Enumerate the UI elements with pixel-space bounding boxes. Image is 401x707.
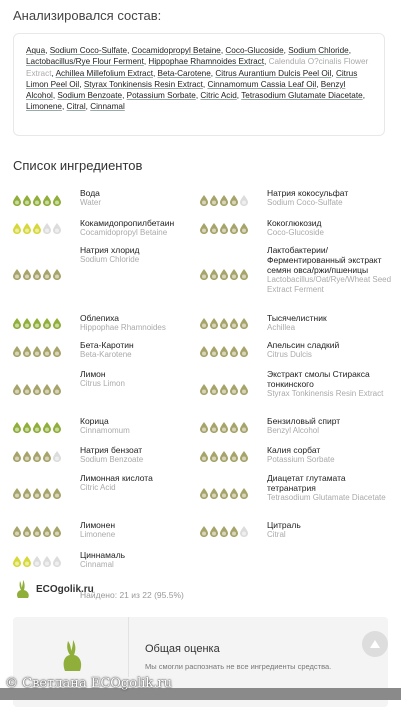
ingredient-name: [80, 245, 208, 265]
drop-icon: [23, 269, 31, 280]
ingredient-latin-name: Achillea: [267, 323, 296, 332]
ingredient-ru-name: Тысячелистник: [267, 313, 327, 323]
composition-ingredient[interactable]: Citral: [66, 102, 86, 112]
safety-rating: [200, 422, 248, 433]
drop-icon: [13, 346, 21, 357]
composition-ingredient[interactable]: Cinnamal: [90, 102, 125, 112]
drop-icon: [210, 318, 218, 329]
ingredient-ru-name: Кокамидопропилбетаин: [80, 218, 175, 228]
drop-icon: [220, 526, 228, 537]
drop-icon: [220, 223, 228, 234]
drop-icon: [43, 346, 51, 357]
drop-icon: [23, 195, 31, 206]
safety-rating: [13, 223, 61, 234]
ingredient-name: [80, 313, 208, 333]
drop-icon: [200, 422, 208, 433]
drop-icon: [13, 451, 21, 462]
drop-icon: [220, 422, 228, 433]
drop-icon: [210, 195, 218, 206]
ingredient-latin-name: Benzyl Alcohol: [267, 426, 320, 435]
drop-icon: [230, 318, 238, 329]
scroll-top-button[interactable]: [362, 631, 388, 657]
composition-ingredient[interactable]: Citrus Limon Peel Oil: [26, 68, 358, 89]
overall-title: Общая оценка: [145, 643, 220, 655]
drop-icon: [33, 269, 41, 280]
safety-rating: [13, 556, 61, 567]
drop-icon: [240, 346, 248, 357]
drop-icon: [13, 556, 21, 567]
ingredient-name: [267, 340, 395, 360]
drop-icon: [23, 556, 31, 567]
drop-icon: [200, 526, 208, 537]
drop-icon: [200, 384, 208, 395]
drop-icon: [43, 556, 51, 567]
drop-icon: [220, 488, 228, 499]
drop-icon: [43, 488, 51, 499]
ingredient-latin-name: Sodium Chloride: [80, 255, 140, 264]
overall-subtitle: Мы смогли распознать не все ингредиенты средства.: [145, 662, 332, 671]
ingredient-ru-name: Корица: [80, 416, 109, 426]
drop-icon: [53, 422, 61, 433]
ingredient-name: [267, 218, 395, 238]
drop-icon: [33, 526, 41, 537]
drop-icon: [200, 346, 208, 357]
drop-icon: [220, 346, 228, 357]
safety-rating: [13, 384, 61, 395]
drop-icon: [23, 526, 31, 537]
safety-rating: [13, 318, 61, 329]
drop-icon: [13, 422, 21, 433]
drop-icon: [33, 318, 41, 329]
drop-icon: [53, 451, 61, 462]
ingredient-ru-name: Бензиловый спирт: [267, 416, 341, 426]
rabbit-icon: [58, 639, 88, 675]
ingredient-ru-name: Вода: [80, 188, 100, 198]
ingredient-name: [267, 369, 395, 399]
ingredient-latin-name: Sodium Benzoate: [80, 455, 144, 464]
drop-icon: [230, 346, 238, 357]
ingredient-latin-name: Citral: [267, 530, 286, 539]
logo-text: ECOgolik.ru: [36, 583, 94, 595]
drop-icon: [210, 526, 218, 537]
found-count: Найдено: 21 из 22 (95.5%): [80, 590, 184, 600]
drop-icon: [220, 269, 228, 280]
safety-rating: [13, 488, 61, 499]
drop-icon: [33, 384, 41, 395]
drop-icon: [53, 556, 61, 567]
drop-icon: [230, 422, 238, 433]
drop-icon: [33, 195, 41, 206]
ingredient-latin-name: Sodium Coco-Sulfate: [267, 198, 343, 207]
drop-icon: [23, 384, 31, 395]
drop-icon: [43, 269, 51, 280]
drop-icon: [240, 223, 248, 234]
drop-icon: [240, 422, 248, 433]
ingredient-name: [80, 520, 208, 540]
drop-icon: [33, 556, 41, 567]
ingredient-ru-name: Апельсин сладкий: [267, 340, 340, 350]
ingredient-latin-name: Hippophae Rhamnoides: [80, 323, 166, 332]
ingredient-ru-name: Лактобактерии/ Ферментированный экстракт семян овса/ржи/пшеницы: [267, 245, 382, 275]
drop-icon: [230, 223, 238, 234]
ingredient-name: [80, 218, 208, 238]
drop-icon: [53, 195, 61, 206]
ingredient-latin-name: Citrus Limon: [80, 379, 125, 388]
drop-icon: [230, 384, 238, 395]
composition-ingredient[interactable]: Limonene: [26, 102, 62, 112]
drop-icon: [240, 384, 248, 395]
ingredient-name: [80, 340, 208, 360]
drop-icon: [13, 526, 21, 537]
ingredient-name: [267, 416, 395, 436]
ingredient-ru-name: Натрия хлорид: [80, 245, 140, 255]
drop-icon: [13, 269, 21, 280]
watermark: © Светлана ECOgolik.ru: [5, 676, 172, 691]
drop-icon: [220, 384, 228, 395]
drop-icon: [200, 223, 208, 234]
composition-ingredient[interactable]: Beta-Carotene: [157, 68, 211, 78]
drop-icon: [240, 269, 248, 280]
ingredient-latin-name: Cocamidopropyl Betaine: [80, 228, 168, 237]
ingredient-name: [267, 188, 395, 208]
ingredient-latin-name: Water: [80, 198, 102, 207]
drop-icon: [240, 451, 248, 462]
drop-icon: [53, 488, 61, 499]
ingredient-latin-name: Cinnamal: [80, 560, 114, 569]
drop-icon: [220, 195, 228, 206]
ingredient-name: [80, 369, 208, 389]
composition-ingredient[interactable]: Styrax Tonkinensis Resin Extract: [83, 79, 203, 89]
drop-icon: [43, 223, 51, 234]
drop-icon: [33, 223, 41, 234]
drop-icon: [53, 318, 61, 329]
drop-icon: [23, 422, 31, 433]
drop-icon: [210, 269, 218, 280]
drop-icon: [53, 269, 61, 280]
drop-icon: [240, 488, 248, 499]
ingredient-name: [267, 445, 395, 465]
composition-ingredient[interactable]: Cocamidopropyl Betaine: [131, 46, 221, 55]
ingredient-ru-name: Лимонная кислота: [80, 473, 153, 483]
drop-icon: [230, 488, 238, 499]
drop-icon: [53, 526, 61, 537]
ingredient-ru-name: Бета-Каротин: [80, 340, 134, 350]
safety-rating: [200, 318, 248, 329]
drop-icon: [33, 451, 41, 462]
composition-text: Aqua, Sodium Coco-Sulfate, Cocamidopropyl Betaine, Coco-Glucoside, Sodium Chloride, Lactobacillus/Rye Flour Ferment, Hippophae Rhamnoides Extract, Calendula O?cinalis Flower Extract, Achillea Millefolium Extract, Beta-Carotene, Citrus Aurantium Dulcis Peel Oil, Citrus Limon Peel Oil, Styrax Tonkinensis Resin Extract, Cinnamomum Cassia Leaf Oil, Benzyl Alcohol, Sodium Benzoate, Potassium Sorbate, Citric Acid, Tetrasodium Glutamate Diacetate, Limonene, Citral, Cinnamal: [26, 46, 369, 112]
safety-rating: [13, 422, 61, 433]
safety-rating: [13, 195, 61, 206]
ingredient-ru-name: Калия сорбат: [267, 445, 321, 455]
ingredient-latin-name: Beta-Karotene: [80, 350, 132, 359]
safety-rating: [200, 223, 248, 234]
ingredient-ru-name: Циннамаль: [80, 550, 126, 560]
ingredient-latin-name: Lactobacillus/Oat/Rye/Wheat Seed Extract Ferment: [267, 275, 392, 294]
ingredient-latin-name: Potassium Sorbate: [267, 455, 335, 464]
composition-ingredient[interactable]: Citrus Aurantium Dulcis Peel Oil: [215, 68, 332, 78]
drop-icon: [33, 346, 41, 357]
composition-ingredient[interactable]: Aqua: [26, 46, 46, 55]
drop-icon: [43, 422, 51, 433]
ingredient-latin-name: Citric Acid: [80, 483, 116, 492]
ingredient-latin-name: Coco-Glucoside: [267, 228, 324, 237]
composition-ingredient[interactable]: Tetrasodium Glutamate Diacetate: [241, 91, 363, 101]
drop-icon: [210, 223, 218, 234]
composition-ingredient[interactable]: Hippophae Rhamnoides Extract: [148, 57, 265, 67]
composition-ingredient[interactable]: Sodium Chloride: [288, 46, 349, 55]
ingredient-name: [267, 313, 395, 333]
ingredient-ru-name: Диацетат глутамата тетранатрия: [267, 473, 346, 493]
drop-icon: [53, 346, 61, 357]
composition-box: [13, 33, 385, 136]
ingredient-name: [80, 445, 208, 465]
drop-icon: [220, 451, 228, 462]
safety-rating: [13, 526, 61, 537]
drop-icon: [200, 451, 208, 462]
safety-rating: [200, 526, 248, 537]
drop-icon: [23, 451, 31, 462]
ingredients-list-title: Список ингредиентов: [13, 158, 143, 173]
arrow-up-icon: [370, 640, 380, 648]
ingredient-ru-name: Кокоглюкозид: [267, 218, 322, 228]
ingredient-ru-name: Натрия кокосульфат: [267, 188, 349, 198]
composition-ingredient[interactable]: Citric Acid: [200, 91, 237, 101]
drop-icon: [240, 195, 248, 206]
ingredient-name: [267, 245, 395, 294]
drop-icon: [210, 346, 218, 357]
composition-ingredient[interactable]: Calendula O?cinalis Flower Extract: [26, 57, 369, 78]
drop-icon: [33, 488, 41, 499]
drop-icon: [33, 422, 41, 433]
drop-icon: [43, 195, 51, 206]
ingredient-ru-name: Натрия бензоат: [80, 445, 143, 455]
ingredient-name: [267, 520, 395, 540]
drop-icon: [23, 346, 31, 357]
drop-icon: [220, 318, 228, 329]
safety-rating: [200, 346, 248, 357]
drop-icon: [53, 384, 61, 395]
safety-rating: [200, 488, 248, 499]
drop-icon: [23, 488, 31, 499]
composition-ingredient[interactable]: Coco-Glucoside: [225, 46, 284, 55]
safety-rating: [200, 451, 248, 462]
composition-ingredient[interactable]: Potassium Sorbate: [126, 91, 196, 101]
ingredient-name: [80, 550, 208, 570]
safety-rating: [200, 269, 248, 280]
ingredient-latin-name: Limonene: [80, 530, 116, 539]
ingredient-name: [267, 473, 395, 503]
drop-icon: [23, 223, 31, 234]
drop-icon: [240, 526, 248, 537]
drop-icon: [230, 195, 238, 206]
ingredient-ru-name: Лимон: [80, 369, 106, 379]
composition-ingredient[interactable]: Sodium Benzoate: [57, 91, 123, 101]
ingredient-name: [80, 473, 208, 493]
drop-icon: [43, 318, 51, 329]
drop-icon: [210, 451, 218, 462]
ingredient-name: [80, 188, 208, 208]
drop-icon: [43, 526, 51, 537]
ingredient-ru-name: Экстракт смолы Стиракса тонкинского: [267, 369, 370, 389]
drop-icon: [200, 488, 208, 499]
drop-icon: [13, 318, 21, 329]
composition-ingredient[interactable]: Benzyl Alcohol: [26, 79, 346, 101]
drop-icon: [13, 223, 21, 234]
composition-ingredient[interactable]: Lactobacillus/Rye Flour Ferment: [26, 57, 144, 67]
composition-ingredient[interactable]: Cinnamomum Cassia Leaf Oil: [207, 79, 317, 89]
drop-icon: [43, 451, 51, 462]
composition-ingredient[interactable]: Sodium Coco-Sulfate: [49, 46, 128, 55]
ingredient-ru-name: Цитраль: [267, 520, 301, 530]
drop-icon: [210, 422, 218, 433]
analyzed-title: Анализировался состав:: [13, 8, 162, 23]
ingredient-latin-name: Tetrasodium Glutamate Diacetate: [267, 493, 386, 502]
drop-icon: [230, 526, 238, 537]
drop-icon: [13, 384, 21, 395]
safety-rating: [13, 346, 61, 357]
safety-rating: [13, 269, 61, 280]
drop-icon: [13, 488, 21, 499]
drop-icon: [200, 269, 208, 280]
safety-rating: [200, 384, 248, 395]
ingredient-ru-name: Облепиха: [80, 313, 120, 323]
drop-icon: [230, 451, 238, 462]
safety-rating: [13, 451, 61, 462]
rabbit-logo-icon: [12, 578, 34, 600]
drop-icon: [23, 318, 31, 329]
card-separator: [128, 617, 129, 677]
safety-rating: [200, 195, 248, 206]
ingredient-latin-name: Styrax Tonkinensis Resin Extract: [267, 389, 384, 398]
drop-icon: [200, 318, 208, 329]
drop-icon: [240, 318, 248, 329]
ingredient-ru-name: Лимонен: [80, 520, 116, 530]
drop-icon: [200, 195, 208, 206]
drop-icon: [210, 488, 218, 499]
drop-icon: [210, 384, 218, 395]
drop-icon: [53, 223, 61, 234]
ingredient-name: [80, 416, 208, 436]
composition-ingredient[interactable]: Achillea Millefolium Extract: [55, 68, 153, 78]
ingredient-latin-name: Cinnamomum: [80, 426, 130, 435]
drop-icon: [13, 195, 21, 206]
ingredient-latin-name: Citrus Dulcis: [267, 350, 312, 359]
drop-icon: [43, 384, 51, 395]
drop-icon: [230, 269, 238, 280]
